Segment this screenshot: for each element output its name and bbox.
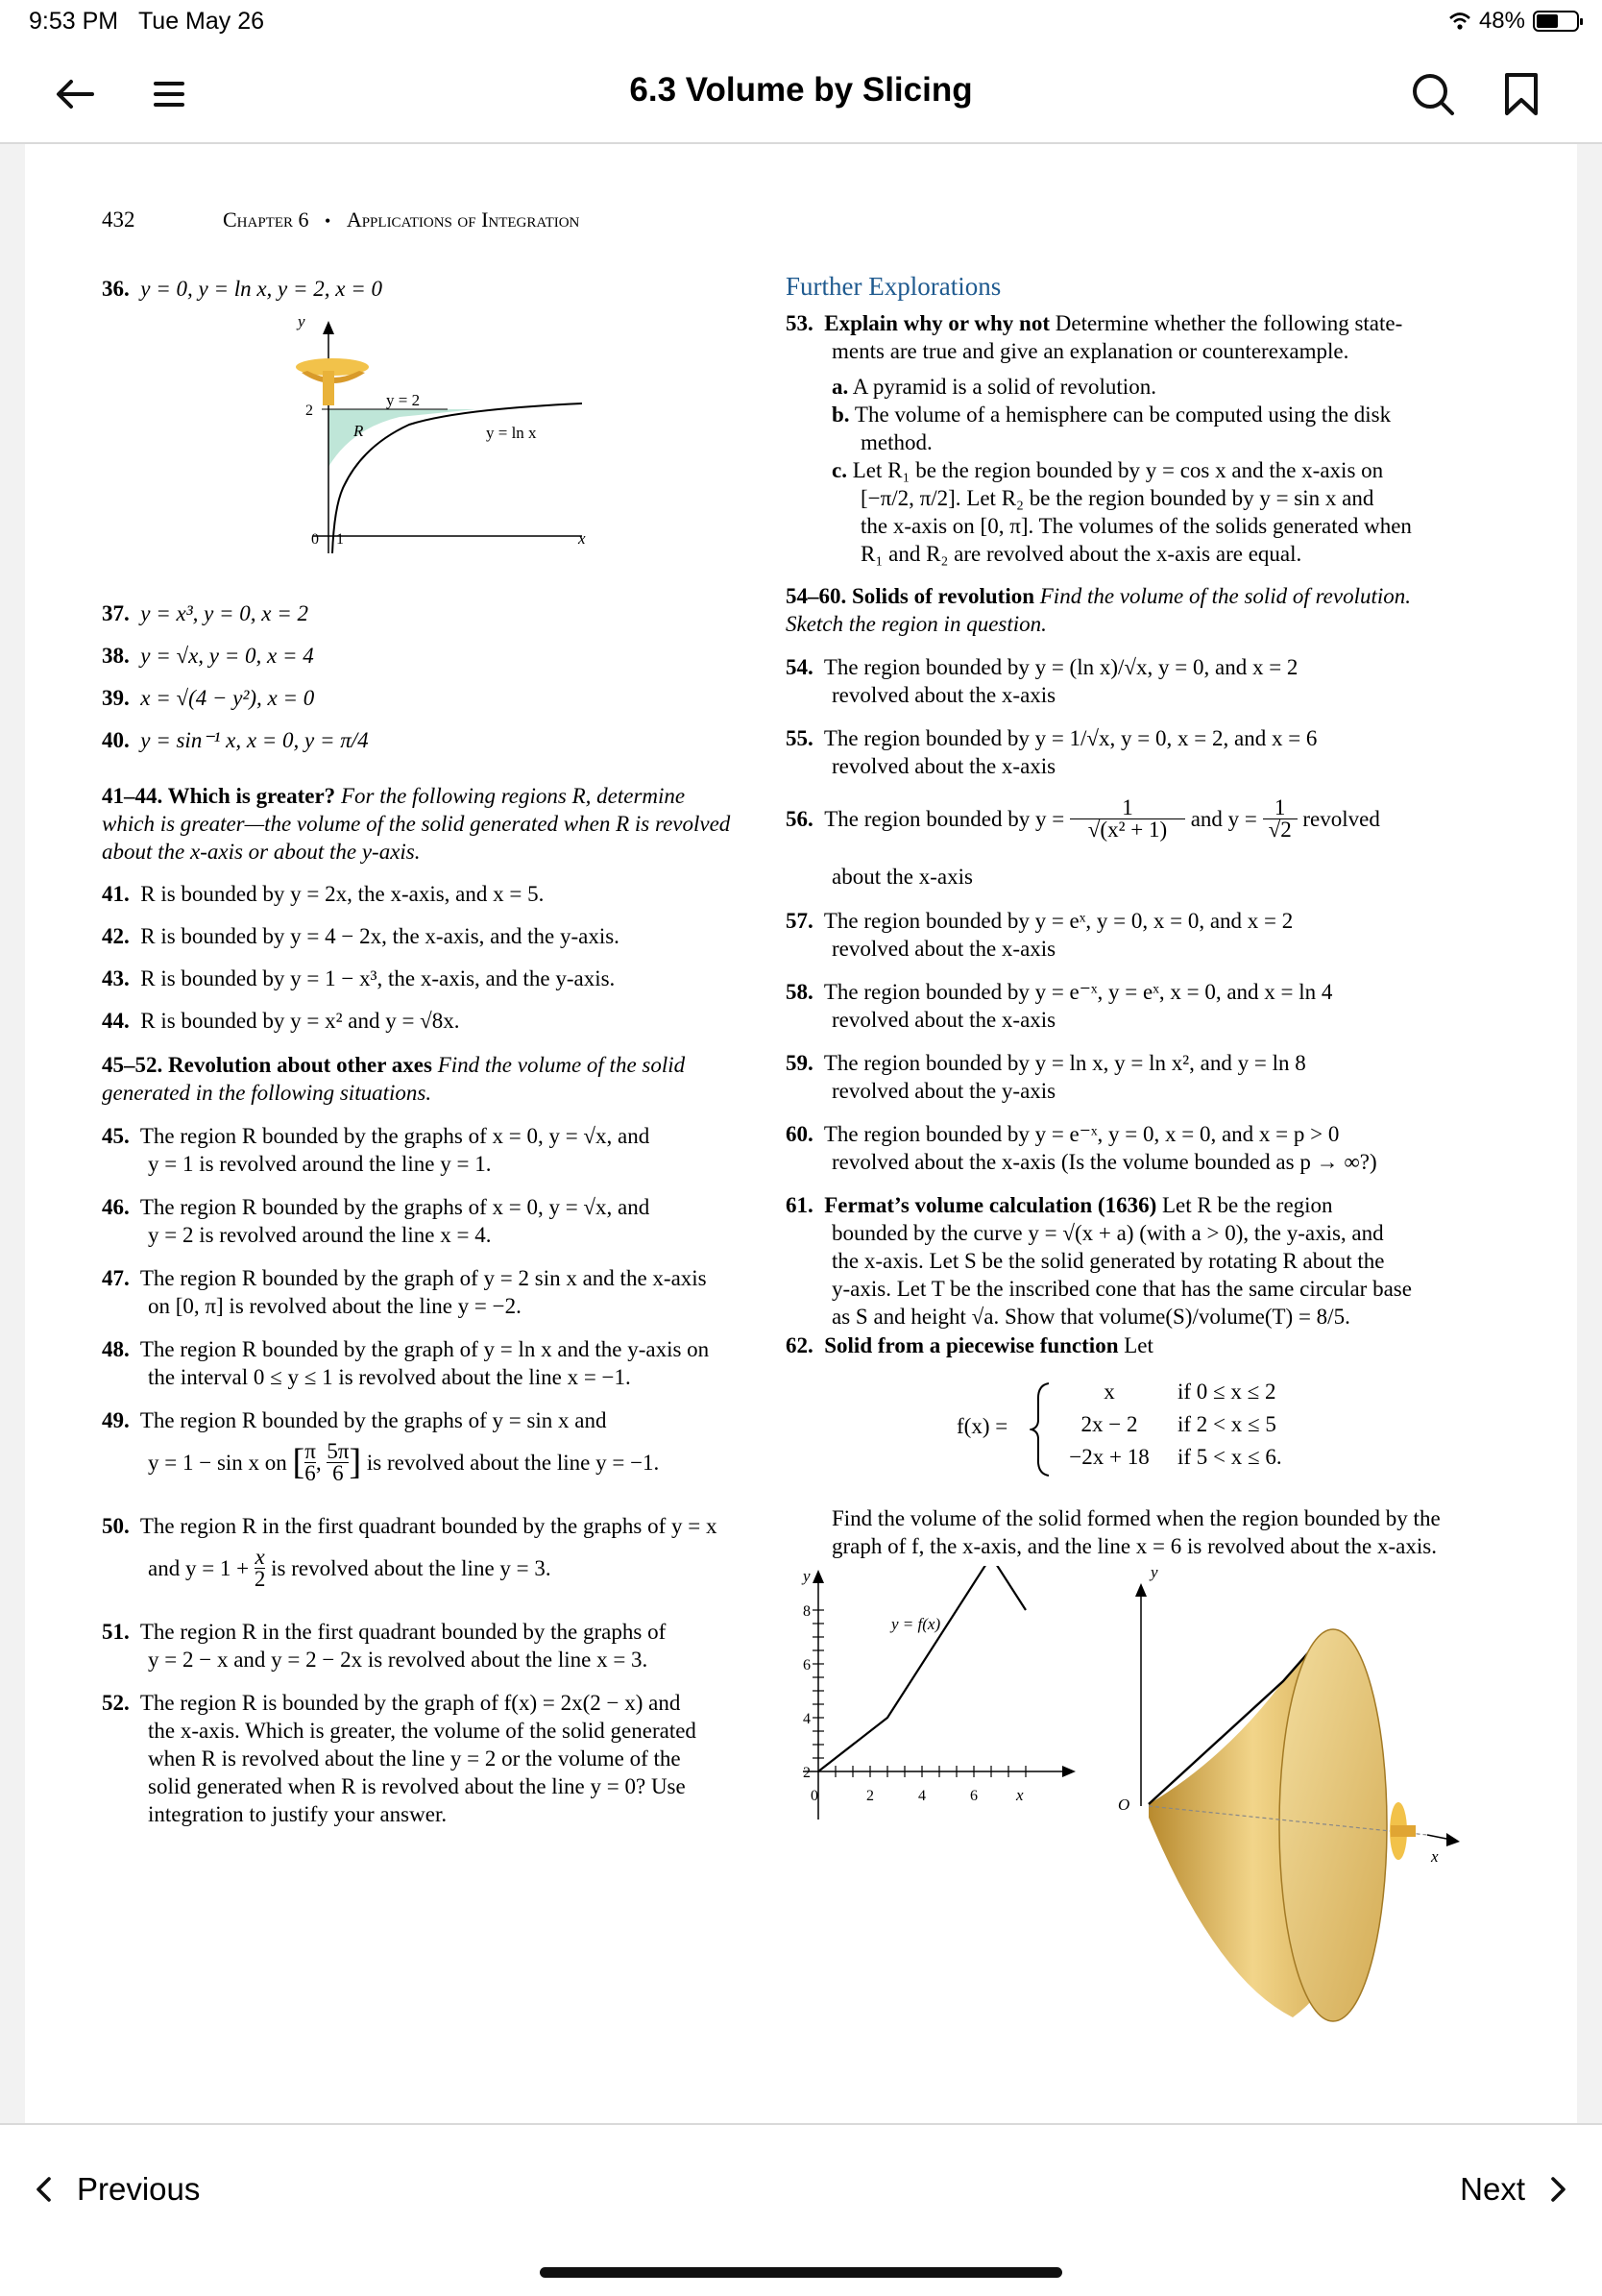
piecewise-fx: f(x) = xyxy=(957,1414,1008,1438)
exercise-51: 51. The region R in the first quadrant bounded by the graphs of y = 2 − x and y = 2 − 2x is revolved about the line x = 3. xyxy=(102,1620,667,1672)
exercise-45: 45. The region R bounded by the graphs of x = 0, y = √x, and y = 1 is revolved around the line y = 1. xyxy=(102,1124,650,1176)
fig36-y2-label: y = 2 xyxy=(386,391,421,409)
exercise-62-body: Find the volume of the solid formed when the region bounded by the graph of f, the x-axis, and the line x = 6 is revolved about the x-axis. xyxy=(832,1506,1441,1558)
chevron-right-icon xyxy=(1550,2176,1567,2203)
exercise-38: 38. y = √x, y = 0, x = 4 xyxy=(102,644,314,668)
exercise-40: 40. y = sin⁻¹ x, x = 0, y = π/4 xyxy=(102,728,369,752)
x-tick-4: 4 xyxy=(918,1788,926,1804)
case-cond-3: if 5 < x ≤ 6. xyxy=(1177,1445,1282,1469)
x-tick-6: 6 xyxy=(970,1788,978,1804)
fig62-y-label: y xyxy=(803,1567,811,1585)
status-date: Tue May 26 xyxy=(137,8,265,35)
solid-end-face xyxy=(1279,1629,1387,2021)
exercise-58: 58. The region bounded by y = e⁻ˣ, y = eˣ, x = 0, and x = ln 4 revolved about the x-axis xyxy=(786,980,1333,1032)
exercise-50-line2: and y = 1 + $\frac{x}{2}$ is revolved about the line y = 3. xyxy=(148,1545,551,1591)
exercise-41: 41. R is bounded by y = 2x, the x-axis, and x = 5. xyxy=(102,882,545,906)
exercise-44: 44. R is bounded by y = x² and y = √8x. xyxy=(102,1009,460,1033)
section-further-explorations: Further Explorations xyxy=(786,272,1002,301)
exercise-55: 55. The region bounded by y = 1/√x, y = 0, x = 2, and x = 6 revolved about the x-axis xyxy=(786,726,1318,778)
exercise-46: 46. The region R bounded by the graphs of x = 0, y = √x, and y = 2 is revolved around the line x = 4. xyxy=(102,1195,650,1247)
y-tick-4: 4 xyxy=(803,1711,811,1727)
region-r-fill xyxy=(328,409,476,467)
curve-label: y = f(x) xyxy=(891,1615,941,1633)
solid-y-label: y xyxy=(1151,1566,1158,1581)
y-tick-8: 8 xyxy=(803,1603,811,1620)
exercise-53c: c. Let R₁ be the region bounded by y = cos x and the x-axis on [−π/2, π/2]. Let R₂ be the region bounded by y = sin x and the x-axis on [0, π]. The volumes of the solids generated when R₁ and R₂ are revolved about the x-axis are equal. xyxy=(832,458,1412,566)
next-button[interactable] xyxy=(1460,2171,1567,2208)
fig62-x-label: x xyxy=(1016,1786,1024,1804)
case-cond-2: if 2 < x ≤ 5 xyxy=(1177,1412,1276,1436)
chapter-header: Chapter 6 • Applications of Integration xyxy=(223,208,580,232)
brace-icon xyxy=(1030,1381,1053,1478)
case-expr-2: 2x − 2 xyxy=(1080,1412,1138,1436)
exercise-37: 37. y = x³, y = 0, x = 2 xyxy=(102,601,309,625)
fig36-y-label: y xyxy=(298,313,305,330)
previous-button[interactable] xyxy=(35,2171,200,2208)
exercise-39: 39. x = √(4 − y²), x = 0 xyxy=(102,686,315,710)
exercise-56-line2: about the x-axis xyxy=(832,865,973,889)
exercise-57: 57. The region bounded by y = eˣ, y = 0, x = 0, and x = 2 revolved about the x-axis xyxy=(786,909,1294,961)
fig36-x-label: x xyxy=(578,529,586,548)
exercise-60: 60. The region bounded by y = e⁻ˣ, y = 0, x = 0, and x = p > 0 revolved about the x-axis (Is the volume bounded as p → ∞?) xyxy=(786,1122,1377,1174)
x-origin: 0 xyxy=(811,1788,818,1804)
search-icon[interactable] xyxy=(1408,69,1458,119)
exercise-42: 42. R is bounded by y = 4 − 2x, the x-axis, and the y-axis. xyxy=(102,924,619,948)
solid-x-label: x xyxy=(1431,1847,1439,1866)
exercise-59: 59. The region bounded by y = ln x, y = ln x², and y = ln 8 revolved about the y-axis xyxy=(786,1051,1306,1103)
exercise-43: 43. R is bounded by y = 1 − x³, the x-axis, and the y-axis. xyxy=(102,966,616,990)
exercise-52: 52. The region R is bounded by the graph of f(x) = 2x(2 − x) and the x-axis. Which is greater, the volume of the solid generated when R is revolved about the line y = 2 or the volume of the solid generated when R is revolved about the line y = 0? Use integration to justify your answer. xyxy=(102,1691,696,1826)
case-expr-3: −2x + 18 xyxy=(1069,1445,1150,1469)
page-viewer[interactable] xyxy=(0,144,1602,2123)
y-tick-2: 2 xyxy=(803,1765,811,1781)
case-expr-1: x xyxy=(1104,1380,1115,1404)
next-label: Next xyxy=(1460,2171,1525,2207)
exercise-47: 47. The region R bounded by the graph of y = 2 sin x and the x-axis on [0, π] is revolved about the line y = −2. xyxy=(102,1266,707,1318)
exercise-49-line2: y = 1 − sin x on [ $\frac{\pi}{6}$ , $\frac{5\pi}{6}$ ] is revolved about the line y = −1. xyxy=(148,1439,660,1485)
case-cond-1: if 0 ≤ x ≤ 2 xyxy=(1177,1380,1276,1404)
chevron-left-icon xyxy=(35,2176,52,2203)
bottom-bar xyxy=(0,2123,1602,2296)
battery-icon xyxy=(1533,11,1579,32)
exercise-61: 61. Fermat’s volume calculation (1636) Let R be the region bounded by the curve y = √(x + a) (with a > 0), the y-axis, and the x-axis. Let S be the solid generated by rotating R about the y-axis. Let T be the inscribed cone that has the same circular base as S and height √a. Show that volume(S)/volume(T) = 8/5. xyxy=(786,1193,1412,1329)
f-curve xyxy=(818,1566,1026,1771)
fig36-tick-2: 2 xyxy=(305,403,313,419)
page-number: 432 xyxy=(102,208,135,232)
home-indicator[interactable] xyxy=(540,2267,1062,2278)
figure-62-graph xyxy=(793,1566,1081,1825)
fig36-tick-1: 1 xyxy=(336,531,344,548)
previous-label: Previous xyxy=(77,2171,201,2207)
exercise-48: 48. The region R bounded by the graph of y = ln x and the y-axis on the interval 0 ≤ y ≤ 1 is revolved about the line x = −1. xyxy=(102,1337,710,1389)
fig36-region-label: R xyxy=(353,422,364,440)
page-title: 6.3 Volume by Slicing xyxy=(629,71,973,109)
y-tick-6: 6 xyxy=(803,1657,811,1673)
group-45-52: 45–52. Revolution about other axes Find the volume of the solid generated in the following situations. xyxy=(102,1053,686,1105)
exercise-36: 36. y = 0, y = ln x, y = 2, x = 0 xyxy=(102,277,383,301)
book-page xyxy=(25,144,1577,2123)
group-41-44: 41–44. Which is greater? For the following regions R, determine which is greater—the volume of the solid generated when R is revolved about the x-axis or about the y-axis. xyxy=(102,784,731,864)
figure-62-solid xyxy=(1110,1566,1475,2065)
exercise-50: 50. The region R in the first quadrant bounded by the graphs of y = x xyxy=(102,1514,717,1538)
status-right xyxy=(1448,8,1579,35)
exercise-62: 62. Solid from a piecewise function Let xyxy=(786,1333,1153,1357)
exercise-53: 53. Explain why or why not Determine whether the following state- ments are true and give an explanation or counterexample. xyxy=(786,311,1403,363)
exercise-54: 54. The region bounded by y = (ln x)/√x, y = 0, and x = 2 revolved about the x-axis xyxy=(786,655,1299,707)
exercise-56: 56. The region bounded by y = $\frac{1}{\text{√(x² + 1)}}$ and y = $\frac{1}{√2}$ revolved xyxy=(786,795,1380,842)
exercise-53b: b. The volume of a hemisphere can be computed using the disk method. xyxy=(832,403,1392,454)
fig36-tick-0: 0 xyxy=(311,531,319,548)
status-time: 9:53 PM Tue May 26 xyxy=(29,8,265,35)
exercise-53a: a. A pyramid is a solid of revolution. xyxy=(832,375,1156,399)
bookmark-icon[interactable] xyxy=(1496,69,1546,119)
exercise-49: 49. The region R bounded by the graphs of y = sin x and xyxy=(102,1408,607,1432)
group-54-60: 54–60. Solids of revolution Find the volume of the solid of revolution. Sketch the region in question. xyxy=(786,584,1411,636)
nav-bar xyxy=(0,46,1602,144)
x-tick-2: 2 xyxy=(866,1788,874,1804)
fig36-lnx-label: y = ln x xyxy=(486,424,537,442)
wifi-icon xyxy=(1448,12,1471,31)
status-bar xyxy=(0,0,1602,46)
solid-origin-label: O xyxy=(1118,1795,1130,1814)
figure-36 xyxy=(294,313,601,563)
battery-percent: 48% xyxy=(1478,8,1525,34)
